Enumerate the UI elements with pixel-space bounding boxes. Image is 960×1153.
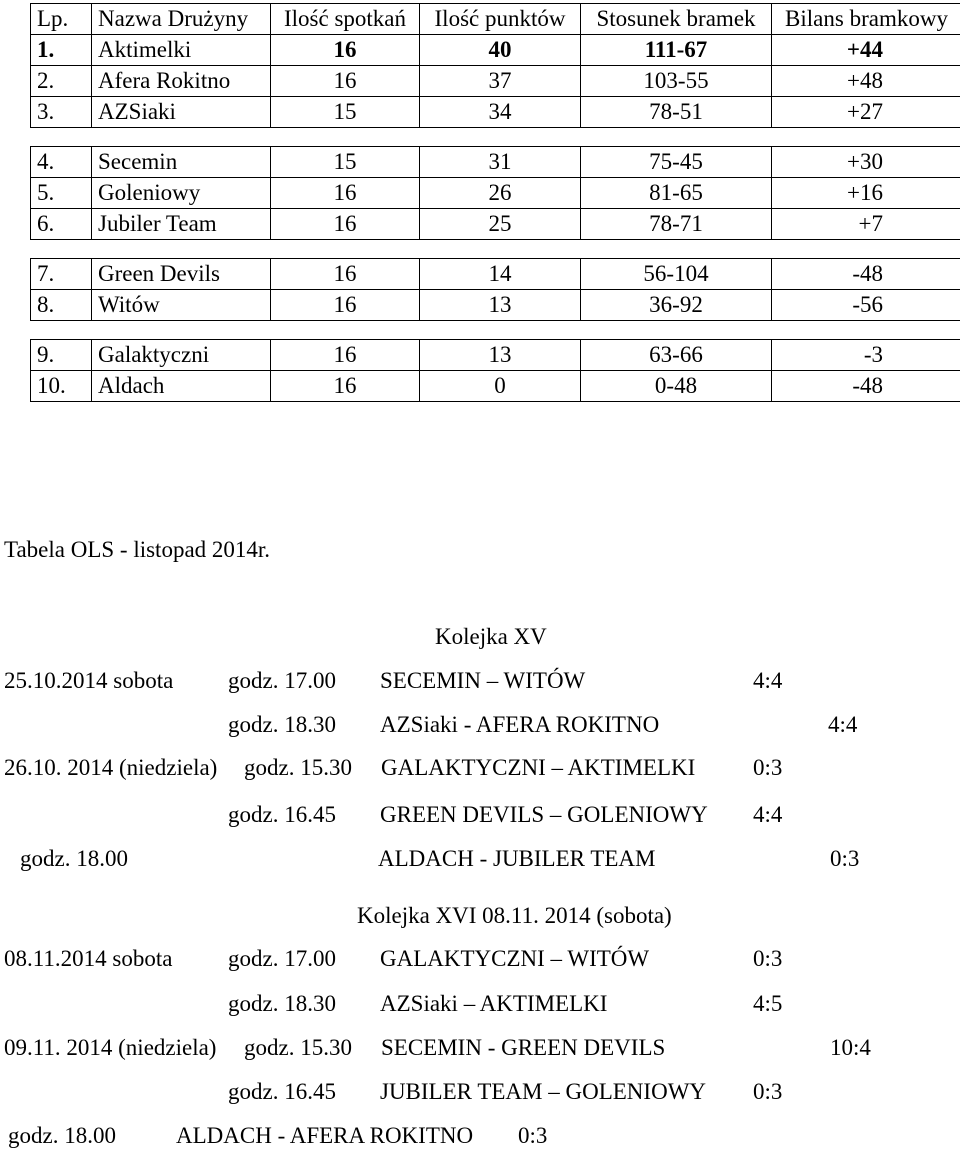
spacer-cell xyxy=(31,128,92,147)
cell-matches: 16 xyxy=(271,371,420,402)
cell-lp: 9. xyxy=(31,340,92,371)
cell-team-name: Afera Rokitno xyxy=(92,66,271,97)
match-time: godz. 17.00 xyxy=(228,668,336,693)
match-time: godz. 18.30 xyxy=(228,712,336,737)
cell-matches: 16 xyxy=(271,340,420,371)
cell-matches: 16 xyxy=(271,209,420,240)
match-score: 4:4 xyxy=(753,802,783,827)
match-teams: ALDACH - JUBILER TEAM xyxy=(378,846,656,871)
table-row xyxy=(31,371,960,402)
spacer-cell xyxy=(420,128,581,147)
round-16-day2-date: 09.11. 2014 (niedziela) xyxy=(4,1035,217,1060)
header-goal-ratio: Stosunek bramek xyxy=(581,4,772,35)
cell-matches: 16 xyxy=(271,35,420,66)
table-row xyxy=(31,178,960,209)
cell-team-name: Galaktyczni xyxy=(92,340,271,371)
cell-goal-balance: -48 xyxy=(772,259,960,290)
match-teams: AZSiaki – AKTIMELKI xyxy=(380,991,608,1016)
spacer-cell xyxy=(420,321,581,340)
header-lp: Lp. xyxy=(31,4,92,35)
table-row xyxy=(31,97,960,128)
cell-team-name: AZSiaki xyxy=(92,97,271,128)
spacer-cell xyxy=(92,321,271,340)
cell-team-name: Goleniowy xyxy=(92,178,271,209)
cell-goal-balance: -48 xyxy=(772,371,960,402)
match-teams: SECEMIN – WITÓW xyxy=(380,668,586,693)
cell-lp: 3. xyxy=(31,97,92,128)
cell-goal-ratio: 36-92 xyxy=(581,290,772,321)
cell-lp: 2. xyxy=(31,66,92,97)
match-score: 0:3 xyxy=(753,755,783,780)
cell-matches: 16 xyxy=(271,178,420,209)
cell-team-name: Aldach xyxy=(92,371,271,402)
spacer-cell xyxy=(31,321,92,340)
match-score: 0:3 xyxy=(830,846,860,871)
cell-goal-ratio: 78-51 xyxy=(581,97,772,128)
cell-lp: 4. xyxy=(31,147,92,178)
cell-points: 13 xyxy=(420,340,581,371)
spacer-cell xyxy=(271,240,420,259)
header-points: Ilość punktów xyxy=(420,4,581,35)
match-score: 4:4 xyxy=(828,712,858,737)
cell-goal-ratio: 56-104 xyxy=(581,259,772,290)
cell-goal-ratio: 63-66 xyxy=(581,340,772,371)
cell-lp: 6. xyxy=(31,209,92,240)
cell-goal-ratio: 0-48 xyxy=(581,371,772,402)
standings-table xyxy=(30,3,960,402)
cell-matches: 15 xyxy=(271,147,420,178)
cell-points: 14 xyxy=(420,259,581,290)
spacer-cell xyxy=(772,128,960,147)
match-teams: GALAKTYCZNI – WITÓW xyxy=(380,946,650,971)
table-caption: Tabela OLS - listopad 2014r. xyxy=(4,537,271,562)
spacer-cell xyxy=(271,321,420,340)
cell-goal-ratio: 75-45 xyxy=(581,147,772,178)
round-15-day1-date: 25.10.2014 sobota xyxy=(4,668,174,693)
match-time: godz. 16.45 xyxy=(228,802,336,827)
match-time: godz. 17.00 xyxy=(228,946,336,971)
spacer-cell xyxy=(772,240,960,259)
match-time: godz. 18.00 xyxy=(20,846,128,871)
header-team-name: Nazwa Drużyny xyxy=(92,4,271,35)
cell-matches: 16 xyxy=(271,259,420,290)
cell-lp: 1. xyxy=(31,35,92,66)
cell-points: 25 xyxy=(420,209,581,240)
cell-goal-balance: +7 xyxy=(772,209,960,240)
spacer-cell xyxy=(581,321,772,340)
round-15-title: Kolejka XV xyxy=(435,624,547,649)
table-row xyxy=(31,340,960,371)
cell-goal-balance: -3 xyxy=(772,340,960,371)
cell-team-name: Witów xyxy=(92,290,271,321)
match-score: 10:4 xyxy=(830,1035,871,1060)
cell-team-name: Jubiler Team xyxy=(92,209,271,240)
cell-points: 34 xyxy=(420,97,581,128)
cell-lp: 5. xyxy=(31,178,92,209)
header-matches: Ilość spotkań xyxy=(271,4,420,35)
match-teams: SECEMIN - GREEN DEVILS xyxy=(381,1035,666,1060)
table-header-row xyxy=(31,4,960,35)
cell-matches: 16 xyxy=(271,290,420,321)
table-row xyxy=(31,147,960,178)
spacer-cell xyxy=(92,128,271,147)
match-score: 4:4 xyxy=(753,668,783,693)
match-teams: AZSiaki - AFERA ROKITNO xyxy=(380,712,660,737)
table-row xyxy=(31,290,960,321)
cell-team-name: Aktimelki xyxy=(92,35,271,66)
spacer-cell xyxy=(581,240,772,259)
cell-goal-ratio: 81-65 xyxy=(581,178,772,209)
cell-goal-balance: +30 xyxy=(772,147,960,178)
cell-goal-balance: +48 xyxy=(772,66,960,97)
cell-goal-ratio: 78-71 xyxy=(581,209,772,240)
table-spacer-row xyxy=(31,240,960,259)
cell-goal-balance: +27 xyxy=(772,97,960,128)
match-time: godz. 15.30 xyxy=(244,755,352,780)
match-score: 0:3 xyxy=(518,1123,548,1148)
cell-goal-ratio: 111-67 xyxy=(581,35,772,66)
cell-goal-balance: -56 xyxy=(772,290,960,321)
table-row xyxy=(31,35,960,66)
match-time: godz. 15.30 xyxy=(244,1035,352,1060)
spacer-cell xyxy=(772,321,960,340)
cell-goal-balance: +16 xyxy=(772,178,960,209)
cell-points: 31 xyxy=(420,147,581,178)
spacer-cell xyxy=(92,240,271,259)
spacer-cell xyxy=(581,128,772,147)
match-time: godz. 18.00 xyxy=(8,1123,116,1148)
cell-points: 37 xyxy=(420,66,581,97)
match-time: godz. 16.45 xyxy=(228,1079,336,1104)
match-score: 0:3 xyxy=(753,1079,783,1104)
round-16-title: Kolejka XVI 08.11. 2014 (sobota) xyxy=(357,903,672,928)
header-goal-balance: Bilans bramkowy xyxy=(772,4,960,35)
round-16-day1-date: 08.11.2014 sobota xyxy=(4,946,173,971)
match-score: 0:3 xyxy=(753,946,783,971)
cell-points: 26 xyxy=(420,178,581,209)
match-teams: JUBILER TEAM – GOLENIOWY xyxy=(380,1079,707,1104)
cell-points: 13 xyxy=(420,290,581,321)
match-teams: GREEN DEVILS – GOLENIOWY xyxy=(380,802,708,827)
table-spacer-row xyxy=(31,321,960,340)
cell-goal-ratio: 103-55 xyxy=(581,66,772,97)
cell-lp: 10. xyxy=(31,371,92,402)
cell-goal-balance: +44 xyxy=(772,35,960,66)
table-row xyxy=(31,209,960,240)
table-row xyxy=(31,66,960,97)
cell-team-name: Secemin xyxy=(92,147,271,178)
cell-lp: 8. xyxy=(31,290,92,321)
cell-points: 40 xyxy=(420,35,581,66)
round-15-day2-date: 26.10. 2014 (niedziela) xyxy=(4,755,218,780)
spacer-cell xyxy=(420,240,581,259)
match-time: godz. 18.30 xyxy=(228,991,336,1016)
spacer-cell xyxy=(31,240,92,259)
table-spacer-row xyxy=(31,128,960,147)
match-teams: ALDACH - AFERA ROKITNO xyxy=(176,1123,474,1148)
cell-lp: 7. xyxy=(31,259,92,290)
cell-team-name: Green Devils xyxy=(92,259,271,290)
spacer-cell xyxy=(271,128,420,147)
cell-points: 0 xyxy=(420,371,581,402)
match-teams: GALAKTYCZNI – AKTIMELKI xyxy=(381,755,696,780)
match-score: 4:5 xyxy=(753,991,783,1016)
cell-matches: 16 xyxy=(271,66,420,97)
cell-matches: 15 xyxy=(271,97,420,128)
table-row xyxy=(31,259,960,290)
